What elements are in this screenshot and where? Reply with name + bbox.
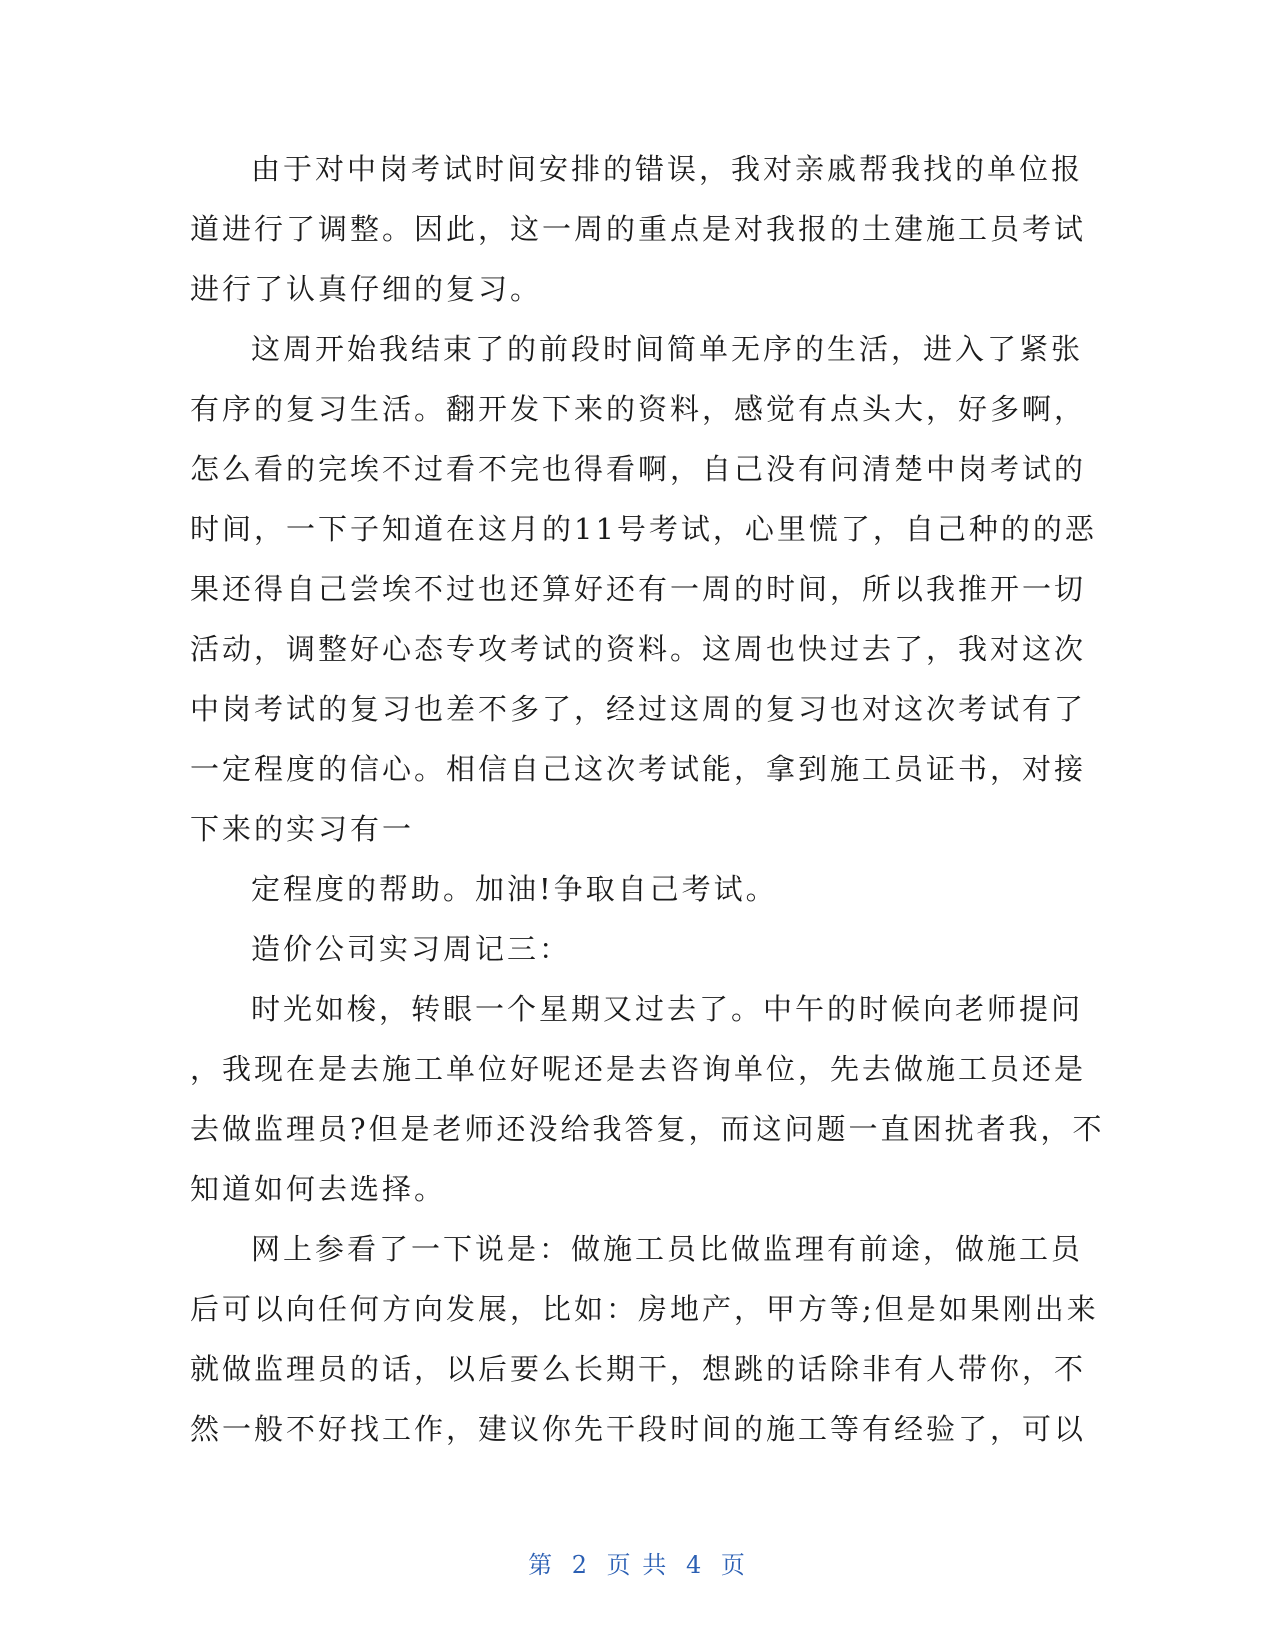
text-line: 去做监理员?但是老师还没给我答复，而这问题一直困扰者我，不 <box>190 1112 1105 1146</box>
text-line: 知道如何去选择。 <box>190 1172 447 1206</box>
section-heading: 造价公司实习周记三： <box>251 932 572 966</box>
text-line: 一定程度的信心。相信自己这次考试能，拿到施工员证书，对接 <box>190 752 1087 786</box>
text-line: 后可以向任何方向发展，比如：房地产，甲方等;但是如果刚出来 <box>190 1292 1099 1326</box>
text-line: 网上参看了一下说是：做施工员比做监理有前途，做施工员 <box>251 1232 1084 1266</box>
page-footer <box>0 1545 1275 1580</box>
text-line: 有序的复习生活。翻开发下来的资料，感觉有点头大，好多啊， <box>190 392 1087 426</box>
document-body <box>190 139 1105 1459</box>
text-line: 下来的实习有一 <box>190 812 415 846</box>
text-line: 活动，调整好心态专攻考试的资料。这周也快过去了，我对这次 <box>190 632 1087 666</box>
footer-prefix: 第 <box>528 1551 555 1579</box>
footer-middle: 页 共 <box>606 1551 669 1579</box>
text-line: 时光如梭，转眼一个星期又过去了。中午的时候向老师提问 <box>251 992 1084 1026</box>
total-pages-number: 4 <box>685 1551 704 1579</box>
text-line: 进行了认真仔细的复习。 <box>190 272 543 306</box>
footer-suffix: 页 <box>720 1551 747 1579</box>
text-line: 怎么看的完埃不过看不完也得看啊，自己没有问清楚中岗考试的 <box>190 452 1087 486</box>
text-line: 这周开始我结束了的前段时间简单无序的生活，进入了紧张 <box>251 332 1084 366</box>
text-line: 由于对中岗考试时间安排的错误，我对亲戚帮我找的单位报 <box>251 152 1084 186</box>
text-line: ，我现在是去施工单位好呢还是去咨询单位，先去做施工员还是 <box>190 1052 1087 1086</box>
text-line: 然一般不好找工作，建议你先干段时间的施工等有经验了，可以 <box>190 1412 1087 1446</box>
text-line: 时间，一下子知道在这月的11号考试，心里慌了，自己种的的恶 <box>190 512 1097 546</box>
text-line: 就做监理员的话，以后要么长期干，想跳的话除非有人带你，不 <box>190 1352 1087 1386</box>
text-line: 果还得自己尝埃不过也还算好还有一周的时间，所以我推开一切 <box>190 572 1087 606</box>
current-page-number: 2 <box>571 1551 590 1579</box>
text-line: 道进行了调整。因此，这一周的重点是对我报的土建施工员考试 <box>190 212 1087 246</box>
text-line: 定程度的帮助。加油!争取自己考试。 <box>251 872 778 906</box>
text-line: 中岗考试的复习也差不多了，经过这周的复习也对这次考试有了 <box>190 692 1087 726</box>
